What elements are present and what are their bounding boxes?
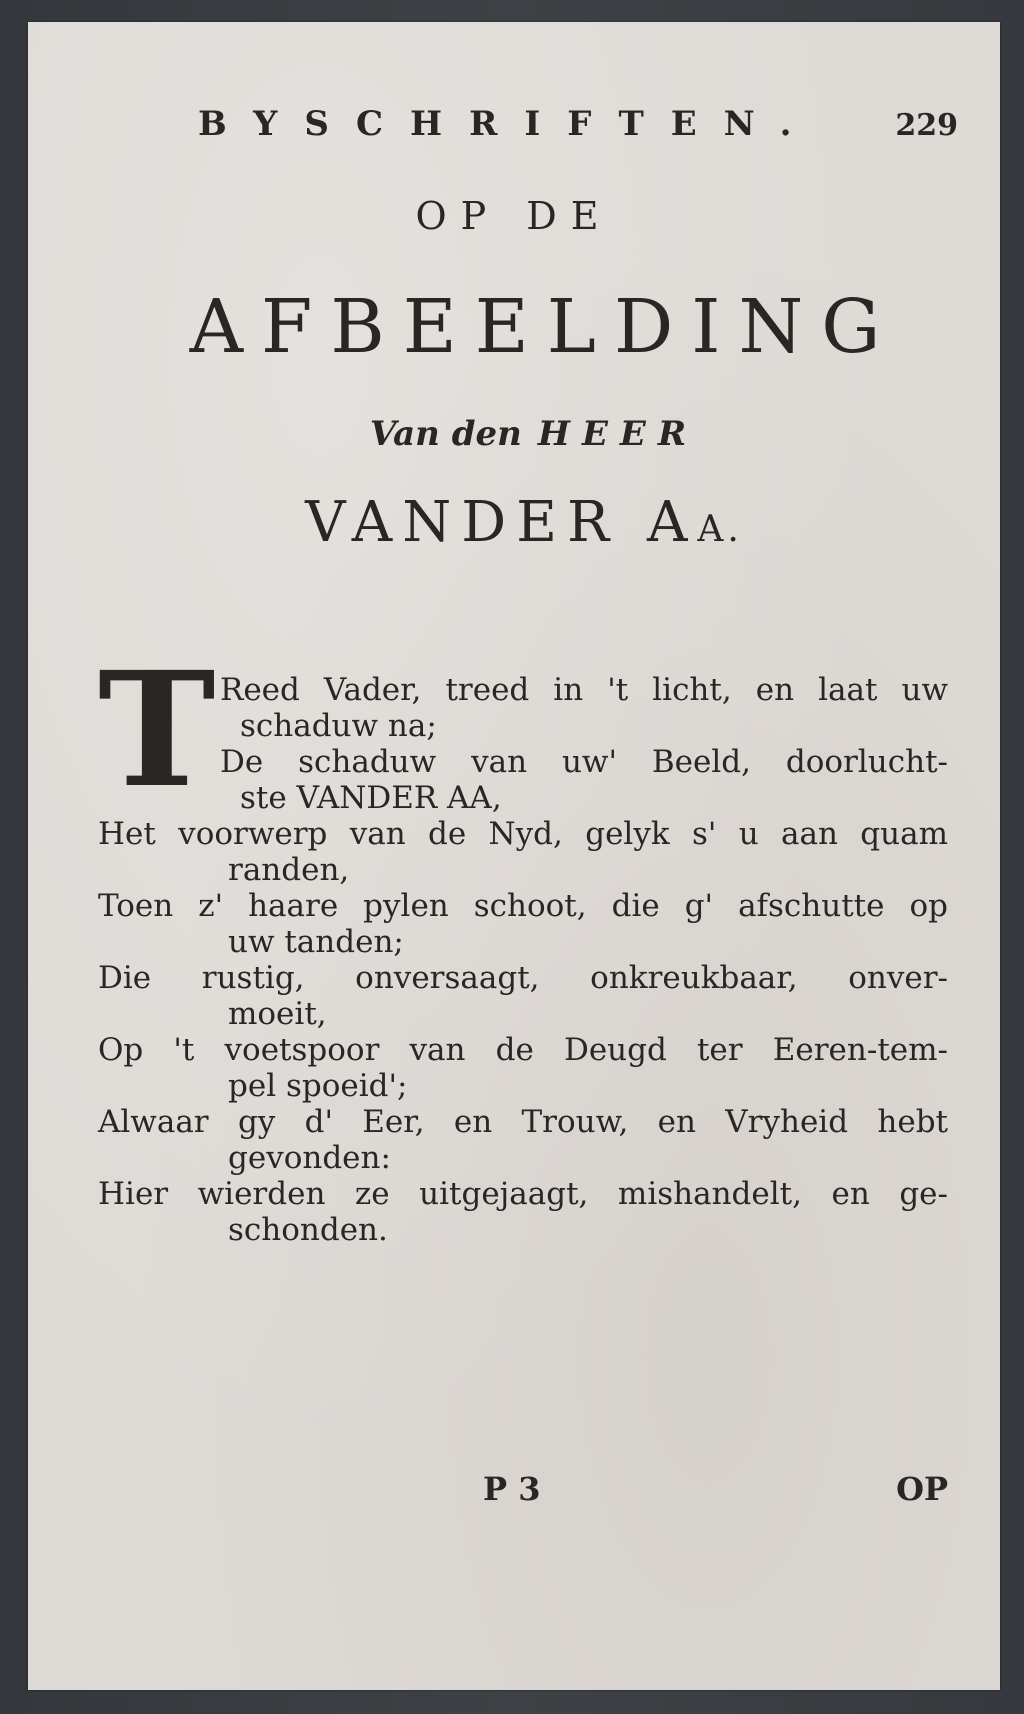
running-head: [168, 104, 958, 148]
title-line-vander-aa: [28, 490, 1010, 555]
title-a: A: [646, 490, 698, 555]
poem-line-continuation: moeit,: [228, 996, 327, 1032]
title-line-afbeelding: AFBEELDING: [189, 284, 899, 370]
poem-line-continuation: schaduw na;: [240, 708, 437, 744]
poem-line-lead: Reed Vader, treed in 't licht, en laat uw: [220, 672, 948, 708]
signature-mark: P 3: [483, 1470, 541, 1508]
poem-line-6: [98, 1032, 948, 1104]
poem-line-7: [98, 1104, 948, 1176]
poem-line-3: [98, 816, 948, 888]
poem: [98, 638, 948, 1248]
catchword: OP: [896, 1470, 948, 1508]
book-page: [28, 22, 1000, 1690]
poem-line-lead: Die rustig, onversaagt, onkreukbaar, onver-: [98, 960, 948, 996]
title-line-van-den-heer: [28, 414, 1020, 454]
title-line-op-de: OP DE: [415, 194, 613, 238]
poem-line-continuation: ste VANDER AA,: [240, 780, 502, 816]
title-a-small: A.: [697, 509, 743, 550]
title-vander: VANDER: [305, 490, 620, 555]
running-title: BYSCHRIFTEN.: [198, 104, 819, 144]
poem-line-continuation: uw tanden;: [228, 924, 404, 960]
title-heer: HEER: [537, 414, 699, 454]
title-van-den: Van den: [369, 414, 522, 454]
page-footer: [28, 1470, 1000, 1510]
poem-line-4: [98, 888, 948, 960]
poem-line-continuation: pel spoeid';: [228, 1068, 408, 1104]
poem-line-lead: Toen z' haare pylen schoot, die g' afschutte op: [98, 888, 948, 924]
poem-line-lead: Het voorwerp van de Nyd, gelyk s' u aan quam: [98, 816, 948, 852]
poem-line-5: [98, 960, 948, 1032]
poem-line-lead: De schaduw van uw' Beeld, doorlucht-: [220, 744, 948, 780]
poem-line-continuation: schonden.: [228, 1212, 388, 1248]
poem-line-continuation: randen,: [228, 852, 350, 888]
poem-line-1: [98, 672, 948, 744]
page-number: 229: [895, 108, 958, 143]
poem-line-2: [98, 744, 948, 816]
poem-line-lead: Alwaar gy d' Eer, en Trouw, en Vryheid hebt: [98, 1104, 948, 1140]
poem-line-lead: Op 't voetspoor van de Deugd ter Eeren-tem-: [98, 1032, 948, 1068]
poem-line-continuation: gevonden:: [228, 1140, 391, 1176]
drop-cap: T: [98, 638, 216, 823]
poem-line-lead: Hier wierden ze uitgejaagt, mishandelt, en ge-: [98, 1176, 948, 1212]
poem-line-8: [98, 1176, 948, 1248]
